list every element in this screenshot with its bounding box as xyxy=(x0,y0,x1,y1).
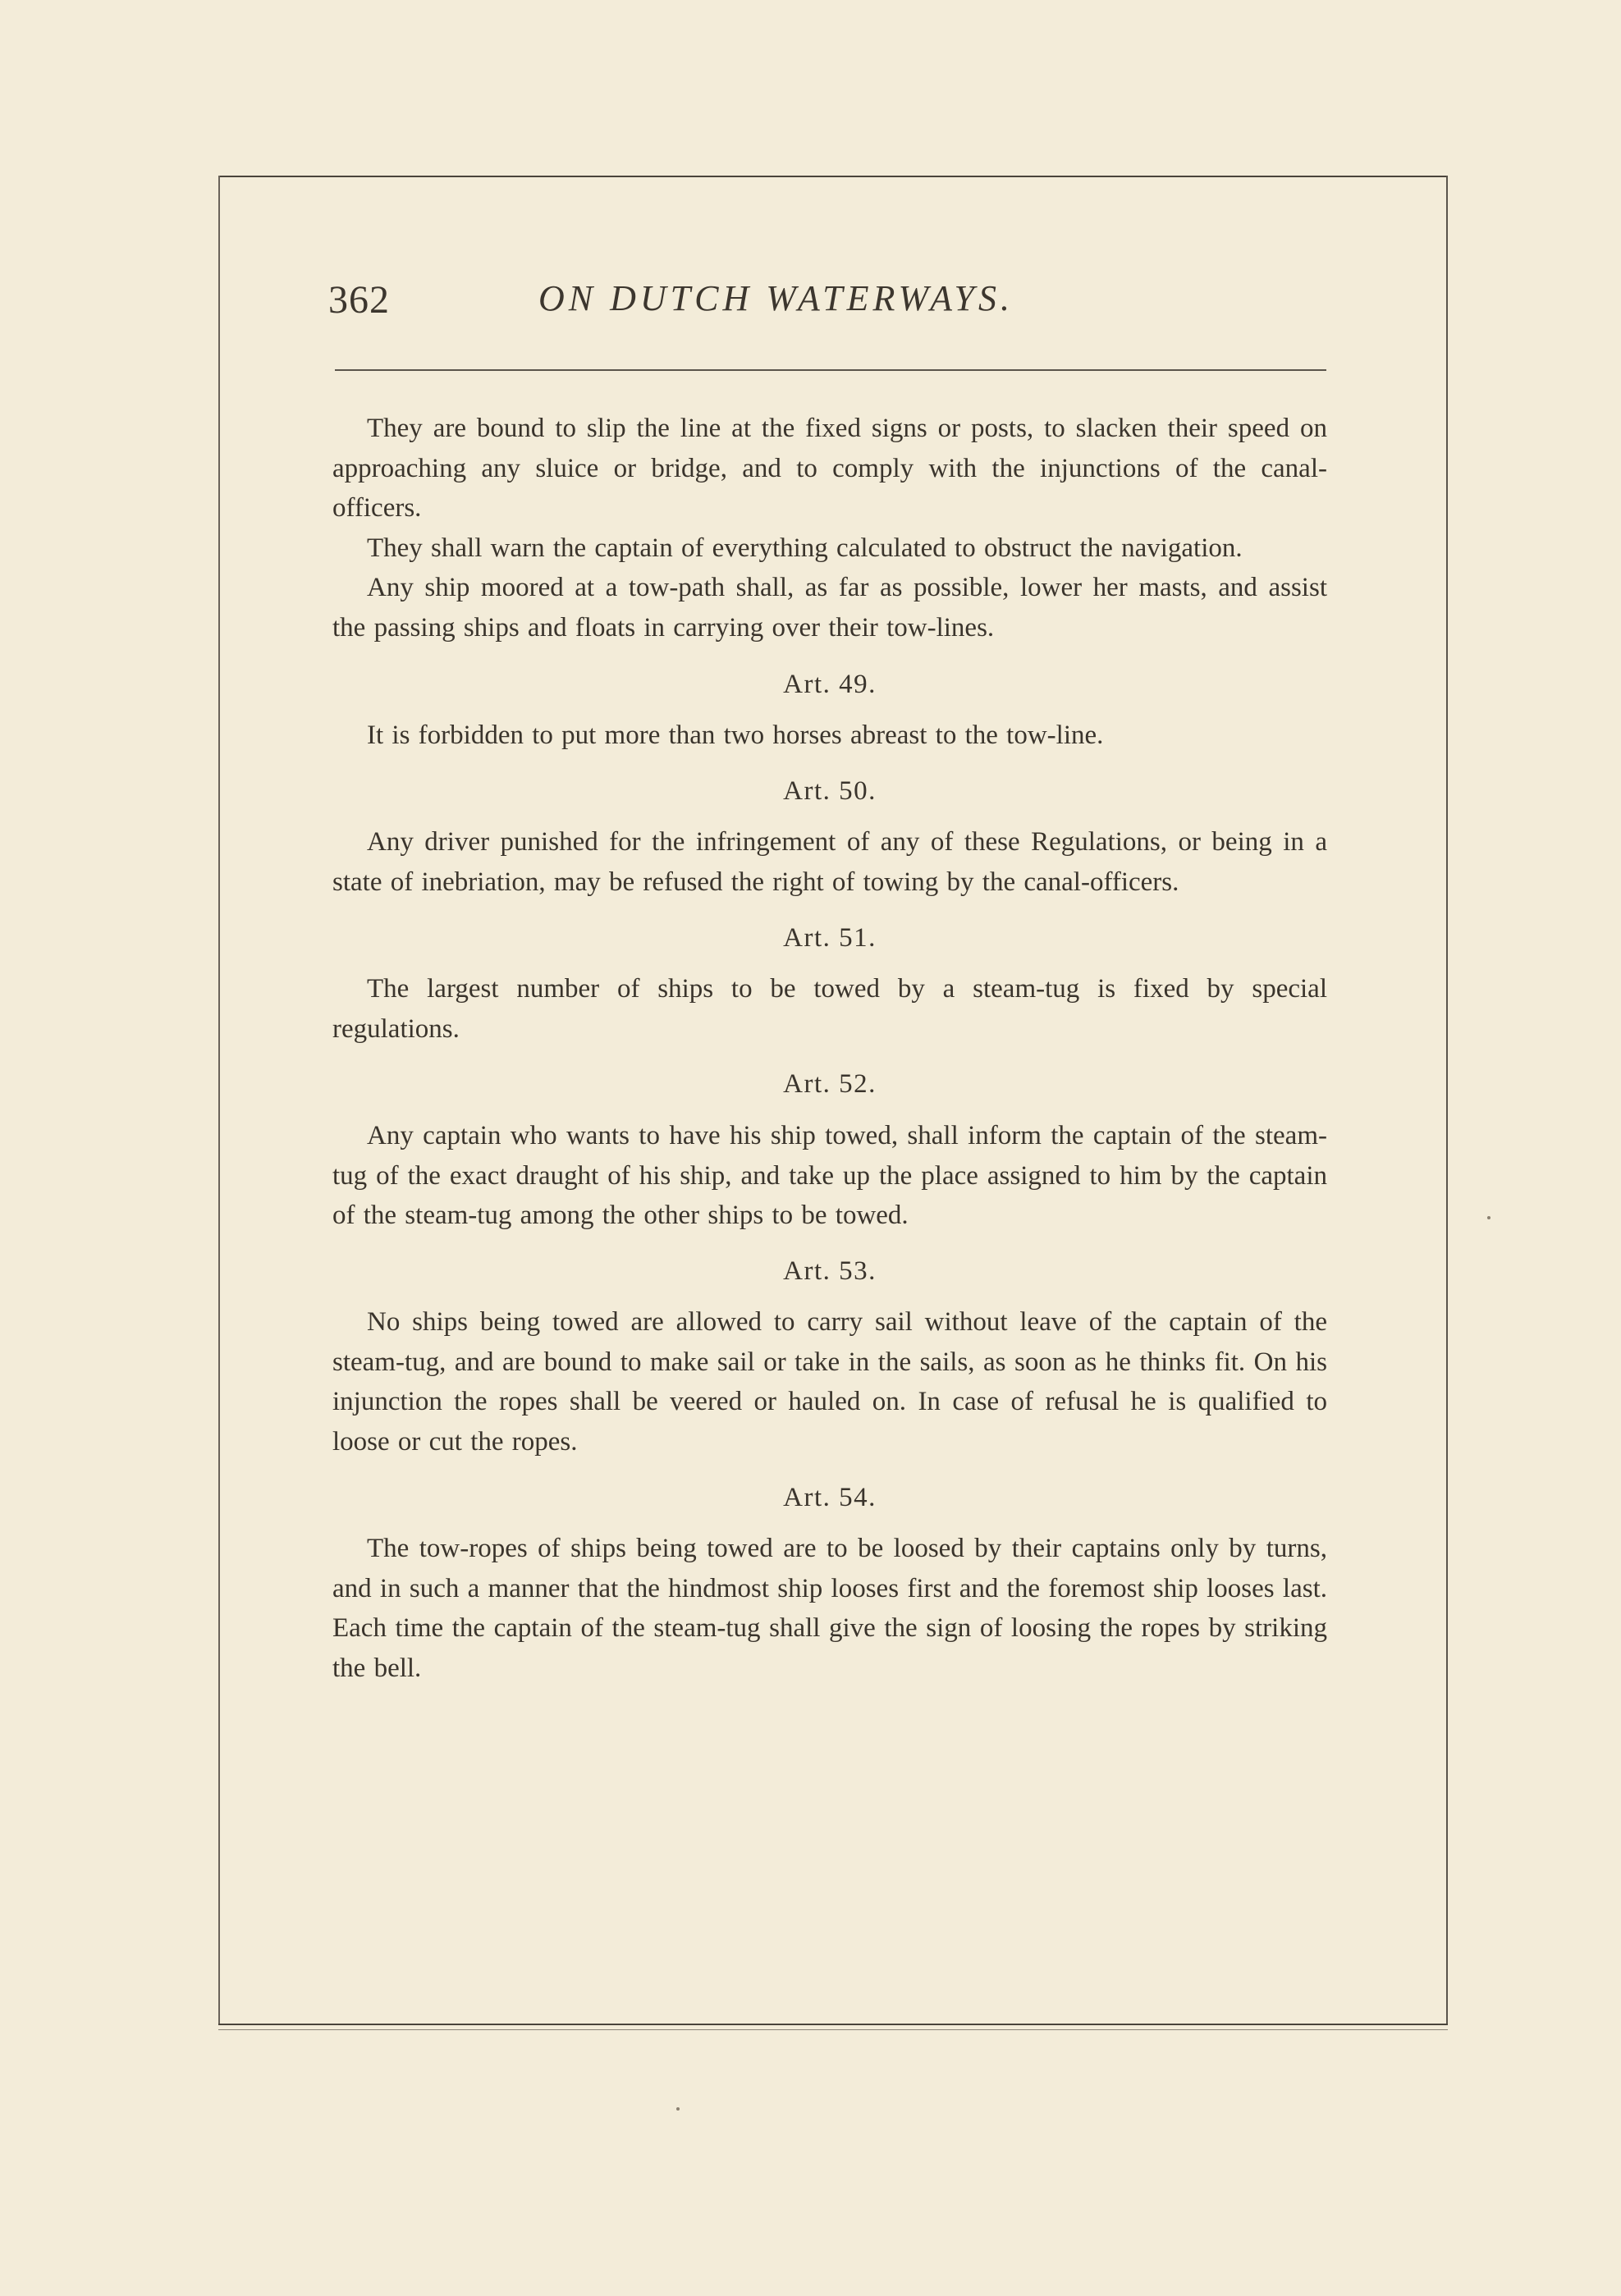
article-text: The tow-ropes of ships being towed are to be loosed by their captains only by turns, and in such a manner that the hindmost ship looses first and the foremost ship looses last. Each time the captain of the steam-tug shall give the sign of loosing the ropes by striking the bell. xyxy=(332,1534,1327,1684)
paper-speck xyxy=(1487,1216,1490,1219)
article-heading: Art. 49. xyxy=(783,669,877,699)
page-number: 362 xyxy=(328,278,390,322)
page-frame-top-rule xyxy=(220,176,1448,177)
header-rule xyxy=(335,369,1326,371)
body-paragraph: Any ship moored at a tow-path shall, as far as possible, lower her masts, and assist the passing ships and floats in carrying over their tow-lines. xyxy=(332,573,1327,643)
article-heading: Art. 52. xyxy=(783,1069,877,1100)
running-title: ON DUTCH WATERWAYS. xyxy=(538,278,1014,318)
body-paragraph: They shall warn the captain of everything calculated to obstruct the navigation. xyxy=(367,533,1243,563)
article-heading: Art. 51. xyxy=(783,922,877,953)
page-frame-left-rule xyxy=(218,176,220,2025)
article-heading: Art. 54. xyxy=(783,1482,877,1512)
article-text: The largest number of ships to be towed by a steam-tug is fixed by special regulations. xyxy=(332,974,1327,1044)
article-text: It is forbidden to put more than two horses abreast to the tow-line. xyxy=(367,720,1104,751)
article-text: Any driver punished for the infringement of any of these Regulations, or being in a state of inebriation, may be refused the right of towing by the canal-officers. xyxy=(332,827,1327,897)
running-head xyxy=(328,277,1330,327)
body-paragraph: They are bound to slip the line at the fixed signs or posts, to slacken their speed on approaching any sluice or bridge, and to comply with the injunctions of the canal-officers. xyxy=(332,414,1327,524)
paper-speck xyxy=(676,2107,680,2111)
article-text: Any captain who wants to have his ship towed, shall inform the captain of the steam-tug of the exact draught of his ship, and take up the place assigned to him by the captain of the steam-tug among the other ships to be towed. xyxy=(332,1120,1327,1231)
article-text: No ships being towed are allowed to carry sail without leave of the captain of the steam-tug, and are bound to make sail or take in the sails, as soon as he thinks fit. On his injunction the ropes shall be veered or hauled on. In case of refusal he is qualified to loose or cut the ropes. xyxy=(332,1307,1327,1457)
page-body xyxy=(332,409,1327,1689)
article-heading: Art. 53. xyxy=(783,1255,877,1286)
page-frame-right-rule xyxy=(1446,176,1448,2025)
page-frame-bottom-rule-inner xyxy=(218,2029,1448,2030)
page-frame-bottom-rule xyxy=(218,2024,1448,2025)
article-heading: Art. 50. xyxy=(783,775,877,806)
